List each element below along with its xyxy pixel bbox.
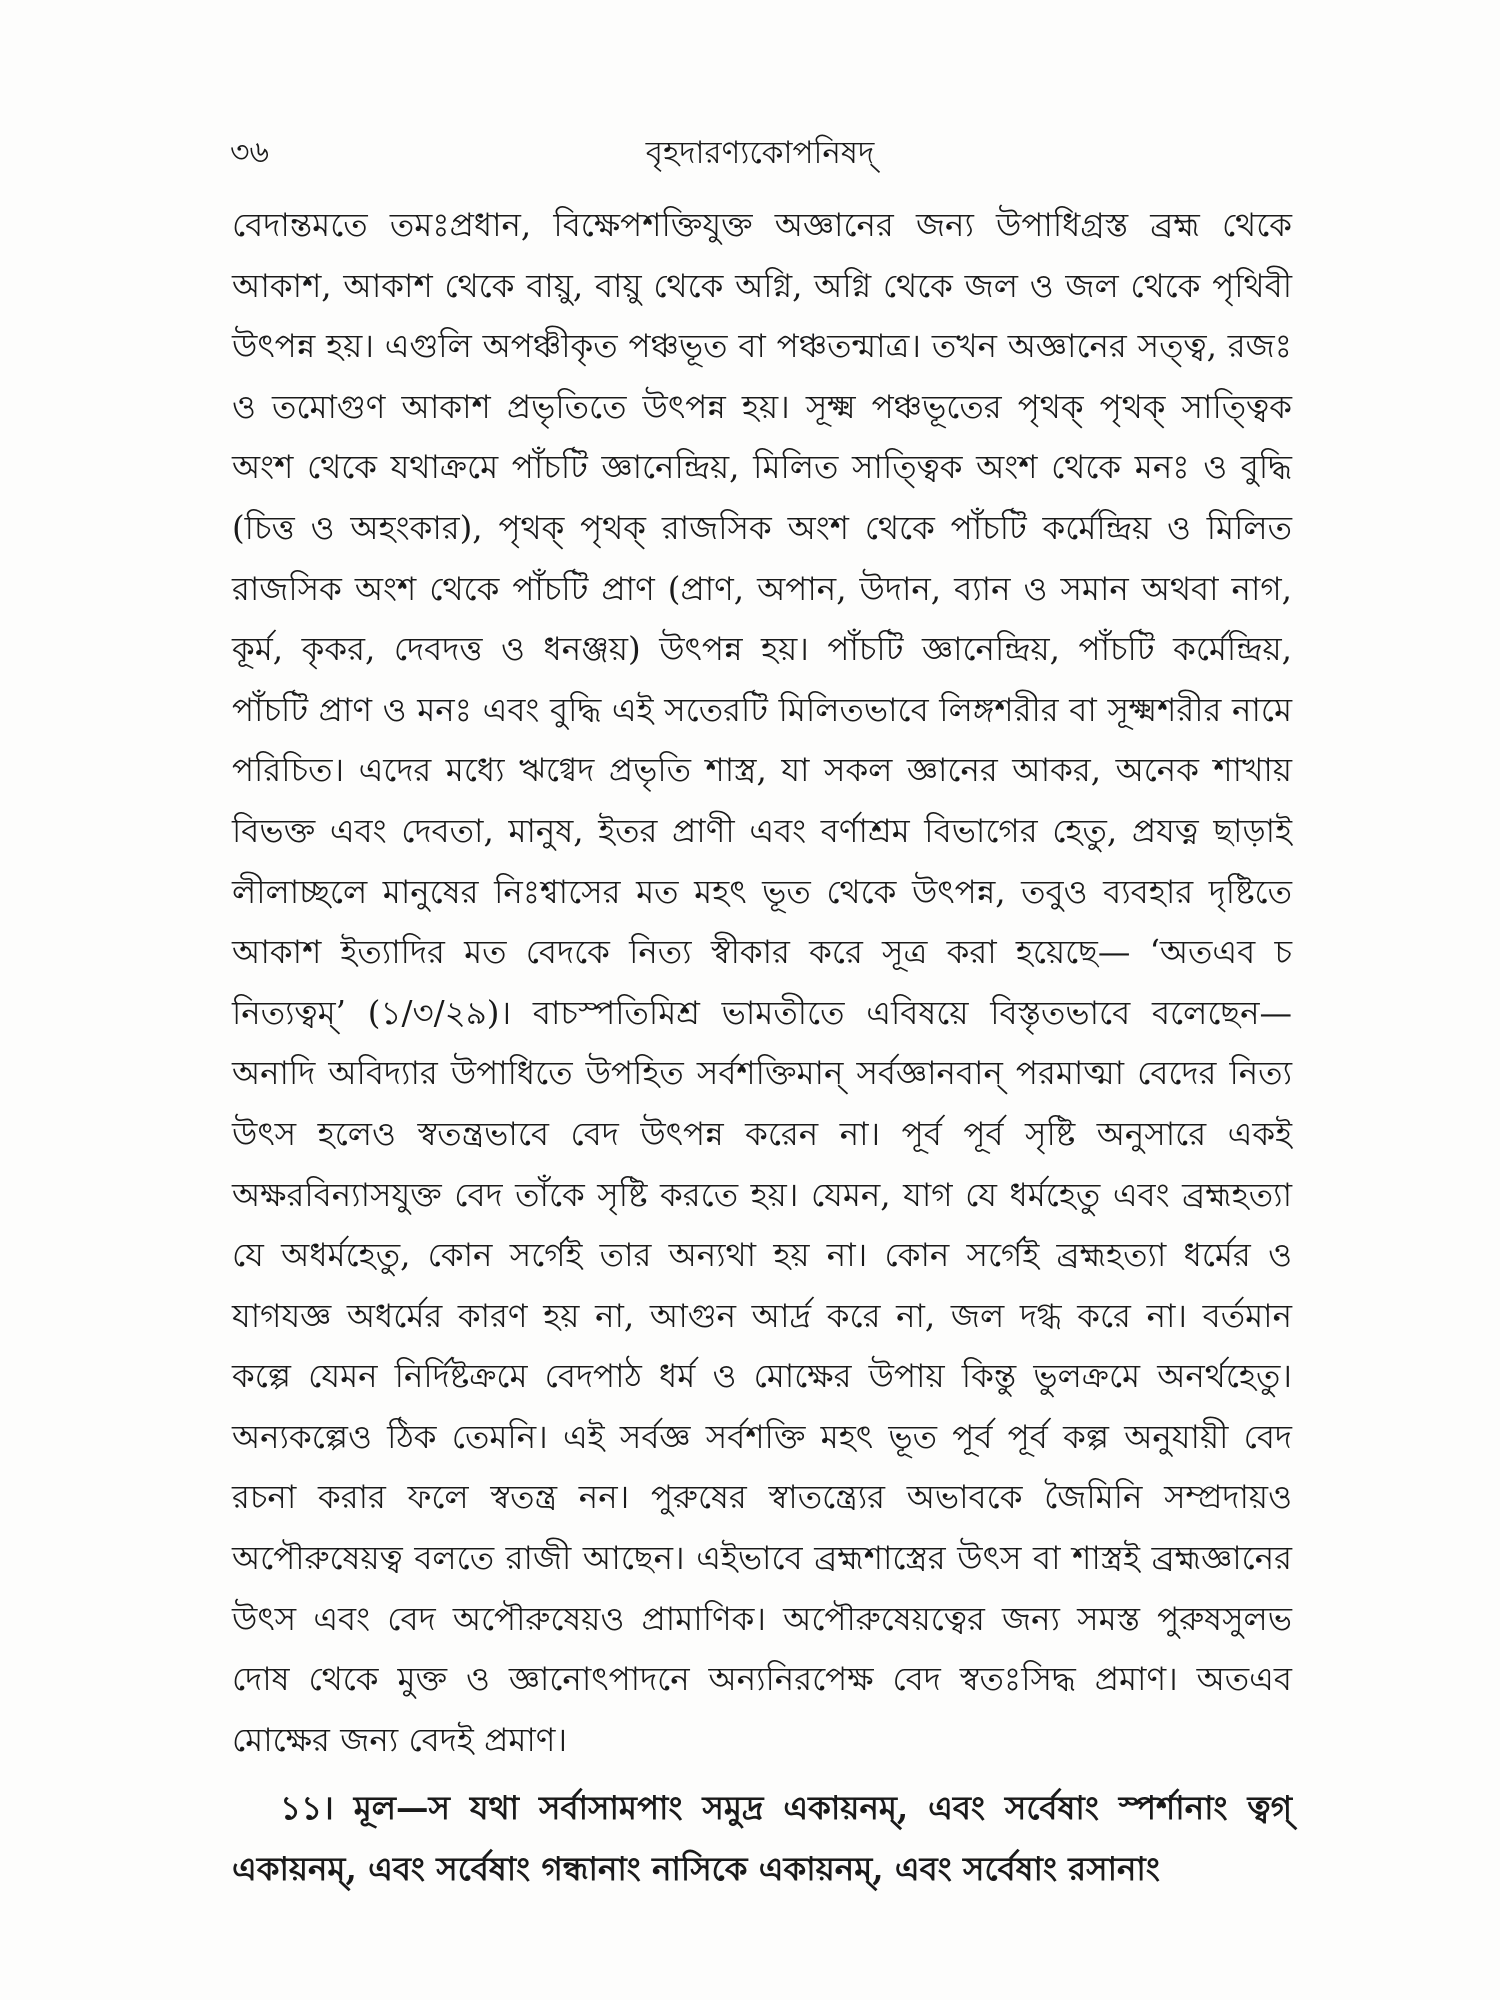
running-head: [230, 128, 1290, 178]
page-number: ৩৬: [230, 135, 270, 170]
verse-paragraph: ১১। মূল—স যথা সর্বাসামপাং সমুদ্র একায়নম্, এবং সর্বেষাং স্পর্শানাং ত্বগ্ একায়নম্, এবং সর্বেষাং গন্ধানাং নাসিকে একায়নম্, এবং সর্বেষাং রসানাং: [232, 1788, 1292, 1889]
running-title: বৃহদারণ্যকোপনিষদ্: [645, 135, 875, 171]
body-text: [232, 195, 1292, 1900]
commentary-paragraph: বেদান্তমতে তমঃপ্রধান, বিক্ষেপশক্তিযুক্ত অজ্ঞানের জন্য উপাধিগ্রস্ত ব্রহ্ম থেকে আকাশ, আকাশ থেকে বায়ু, বায়ু থেকে অগ্নি, অগ্নি থেকে জল ও জল থেকে পৃথিবী উৎপন্ন হয়। এগুলি অপঞ্চীকৃত পঞ্চভূত বা পঞ্চতন্মাত্র। তখন অজ্ঞানের সত্ত্ব, রজঃ ও তমোগুণ আকাশ প্রভৃতিতে উৎপন্ন হয়। সূক্ষ্ম পঞ্চভূতের পৃথক্ পৃথক্ সাত্ত্বিক অংশ থেকে যথাক্রমে পাঁচটি জ্ঞানেন্দ্রিয়, মিলিত সাত্ত্বিক অংশ থেকে মনঃ ও বুদ্ধি (চিত্ত ও অহংকার), পৃথক্ পৃথক্ রাজসিক অংশ থেকে পাঁচটি কর্মেন্দ্রিয় ও মিলিত রাজসিক অংশ থেকে পাঁচটি প্রাণ (প্রাণ, অপান, উদান, ব্যান ও সমান অথবা নাগ, কূর্ম, কৃকর, দেবদত্ত ও ধনঞ্জয়) উৎপন্ন হয়। পাঁচটি জ্ঞানেন্দ্রিয়, পাঁচটি কর্মেন্দ্রিয়, পাঁচটি প্রাণ ও মনঃ এবং বুদ্ধি এই সতেরটি মিলিতভাবে লিঙ্গশরীর বা সূক্ষ্মশরীর নামে পরিচিত। এদের মধ্যে ঋগ্বেদ প্রভৃতি শাস্ত্র, যা সকল জ্ঞানের আকর, অনেক শাখায় বিভক্ত এবং দেবতা, মানুষ, ইতর প্রাণী এবং বর্ণাশ্রম বিভাগের হেতু, প্রযত্ন ছাড়াই লীলাচ্ছলে মানুষের নিঃশ্বাসের মত মহৎ ভূত থেকে উৎপন্ন, তবুও ব্যবহার দৃষ্টিতে আকাশ ইত্যাদির মত বেদকে নিত্য স্বীকার করে সূত্র করা হয়েছে— ‘অতএব চ নিত্যত্বম্’ (১/৩/২৯)। বাচস্পতিমিশ্র ভামতীতে এবিষয়ে বিস্তৃতভাবে বলেছেন—অনাদি অবিদ্যার উপাধিতে উপহিত সর্বশক্তিমান্ সর্বজ্ঞানবান্ পরমাত্মা বেদের নিত্য উৎস হলেও স্বতন্ত্রভাবে বেদ উৎপন্ন করেন না। পূর্ব পূর্ব সৃষ্টি অনুসারে একই অক্ষরবিন্যাসযুক্ত বেদ তাঁকে সৃষ্টি করতে হয়। যেমন, যাগ যে ধর্মহেতু এবং ব্রহ্মহত্যা যে অধর্মহেতু, কোন সর্গেই তার অন্যথা হয় না। কোন সর্গেই ব্রহ্মহত্যা ধর্মের ও যাগযজ্ঞ অধর্মের কারণ হয় না, আগুন আর্দ্র করে না, জল দগ্ধ করে না। বর্তমান কল্পে যেমন নির্দিষ্টক্রমে বেদপাঠ ধর্ম ও মোক্ষের উপায় কিন্তু ভুলক্রমে অনর্থহেতু। অন্যকল্পেও ঠিক তেমনি। এই সর্বজ্ঞ সর্বশক্তি মহৎ ভূত পূর্ব পূর্ব কল্প অনুযায়ী বেদ রচনা করার ফলে স্বতন্ত্র নন। পুরুষের স্বাতন্ত্র্যের অভাবকে জৈমিনি সম্প্রদায়ও অপৌরুষেয়ত্ব বলতে রাজী আছেন। এইভাবে ব্রহ্মশাস্ত্রের উৎস বা শাস্ত্রই ব্রহ্মজ্ঞানের উৎস এবং বেদ অপৌরুষেয়ও প্রামাণিক। অপৌরুষেয়ত্বের জন্য সমস্ত পুরুষসুলভ দোষ থেকে মুক্ত ও জ্ঞানোৎপাদনে অন্যনিরপেক্ষ বেদ স্বতঃসিদ্ধ প্রমাণ। অতএব মোক্ষের জন্য বেদই প্রমাণ।: [232, 206, 1292, 1759]
